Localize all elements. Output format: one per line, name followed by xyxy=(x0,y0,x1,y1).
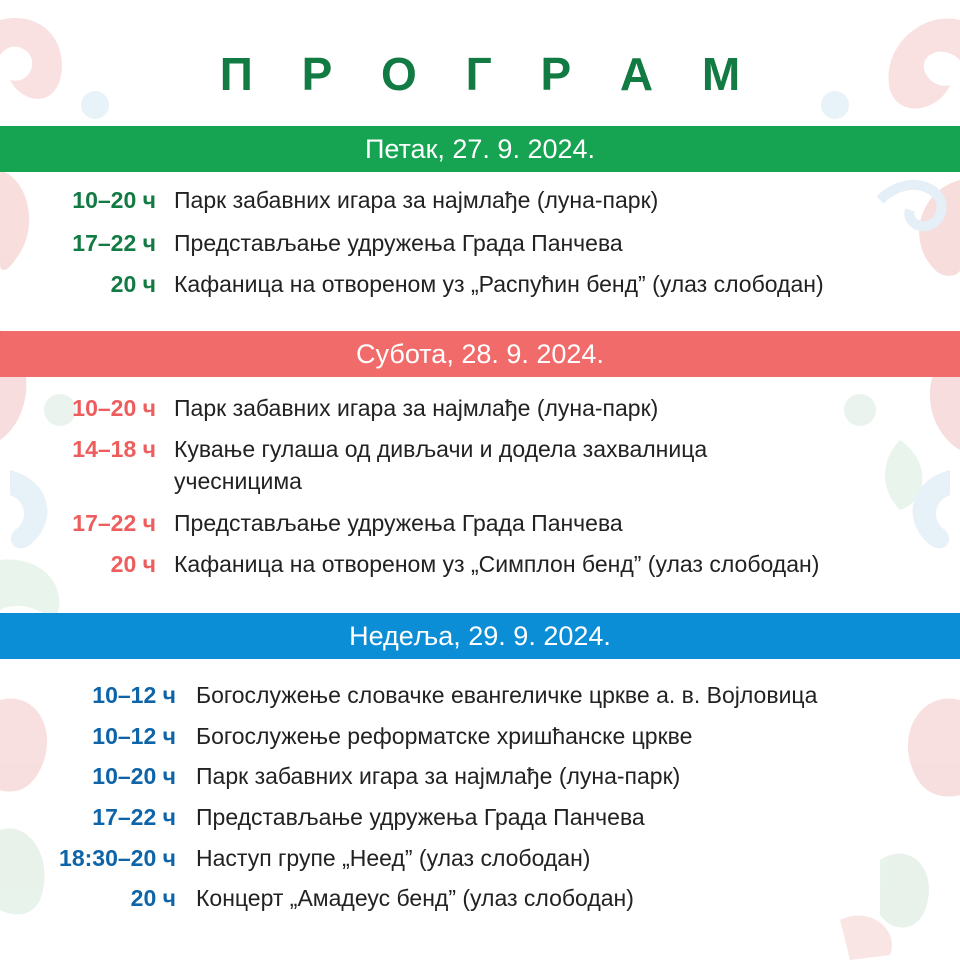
day-heading-friday xyxy=(0,126,960,172)
day-heading-text: Недеља, 29. 9. 2024. xyxy=(349,621,611,651)
event-time: 10–20 ч xyxy=(72,395,156,421)
event-description: Концерт „Амадеус бенд” (улаз слободан) xyxy=(196,885,634,911)
event-description: Парк забавних игара за најмлађе (луна-парк) xyxy=(174,395,659,421)
event-description: Парк забавних игара за најмлађе (луна-парк) xyxy=(174,187,659,213)
event-description: Кафаница на отвореном уз „Симплон бенд” (улаз слободан) xyxy=(174,551,820,577)
event-time: 14–18 ч xyxy=(72,436,156,462)
event-description: Представљање удружења Града Панчева xyxy=(174,230,623,256)
event-time: 10–12 ч xyxy=(92,723,176,749)
day-heading-text: Субота, 28. 9. 2024. xyxy=(356,339,604,369)
event-description: Богослужење словачке евангеличке цркве а. в. Војловица xyxy=(196,682,818,708)
event-time: 20 ч xyxy=(130,885,176,911)
event-description: Кафаница на отвореном уз „Распућин бенд” (улаз слободан) xyxy=(174,271,824,297)
event-description: Представљање удружења Града Панчева xyxy=(196,804,645,830)
page-title: П Р О Г Р А М xyxy=(219,48,759,100)
event-time: 17–22 ч xyxy=(92,804,176,830)
event-description: Кување гулаша од дивљачи и додела захвалница учесницима xyxy=(174,436,708,494)
event-time: 10–20 ч xyxy=(92,763,176,789)
event-time: 17–22 ч xyxy=(72,510,156,536)
event-description: Представљање удружења Града Панчева xyxy=(174,510,623,536)
event-time: 10–12 ч xyxy=(92,682,176,708)
event-time: 17–22 ч xyxy=(72,230,156,256)
day-heading-text: Петак, 27. 9. 2024. xyxy=(364,134,596,164)
event-time: 18:30–20 ч xyxy=(59,845,176,871)
event-description: Парк забавних игара за најмлађе (луна-парк) xyxy=(196,763,681,789)
event-description: Наступ групе „Неед” (улаз слободан) xyxy=(196,845,591,871)
event-time: 10–20 ч xyxy=(72,187,156,213)
event-description: Богослужење реформатске хришћанске цркве xyxy=(196,723,693,749)
day-heading-sunday xyxy=(0,613,960,659)
event-time: 20 ч xyxy=(110,551,156,577)
day-heading-saturday xyxy=(0,331,960,377)
event-time: 20 ч xyxy=(110,271,156,297)
